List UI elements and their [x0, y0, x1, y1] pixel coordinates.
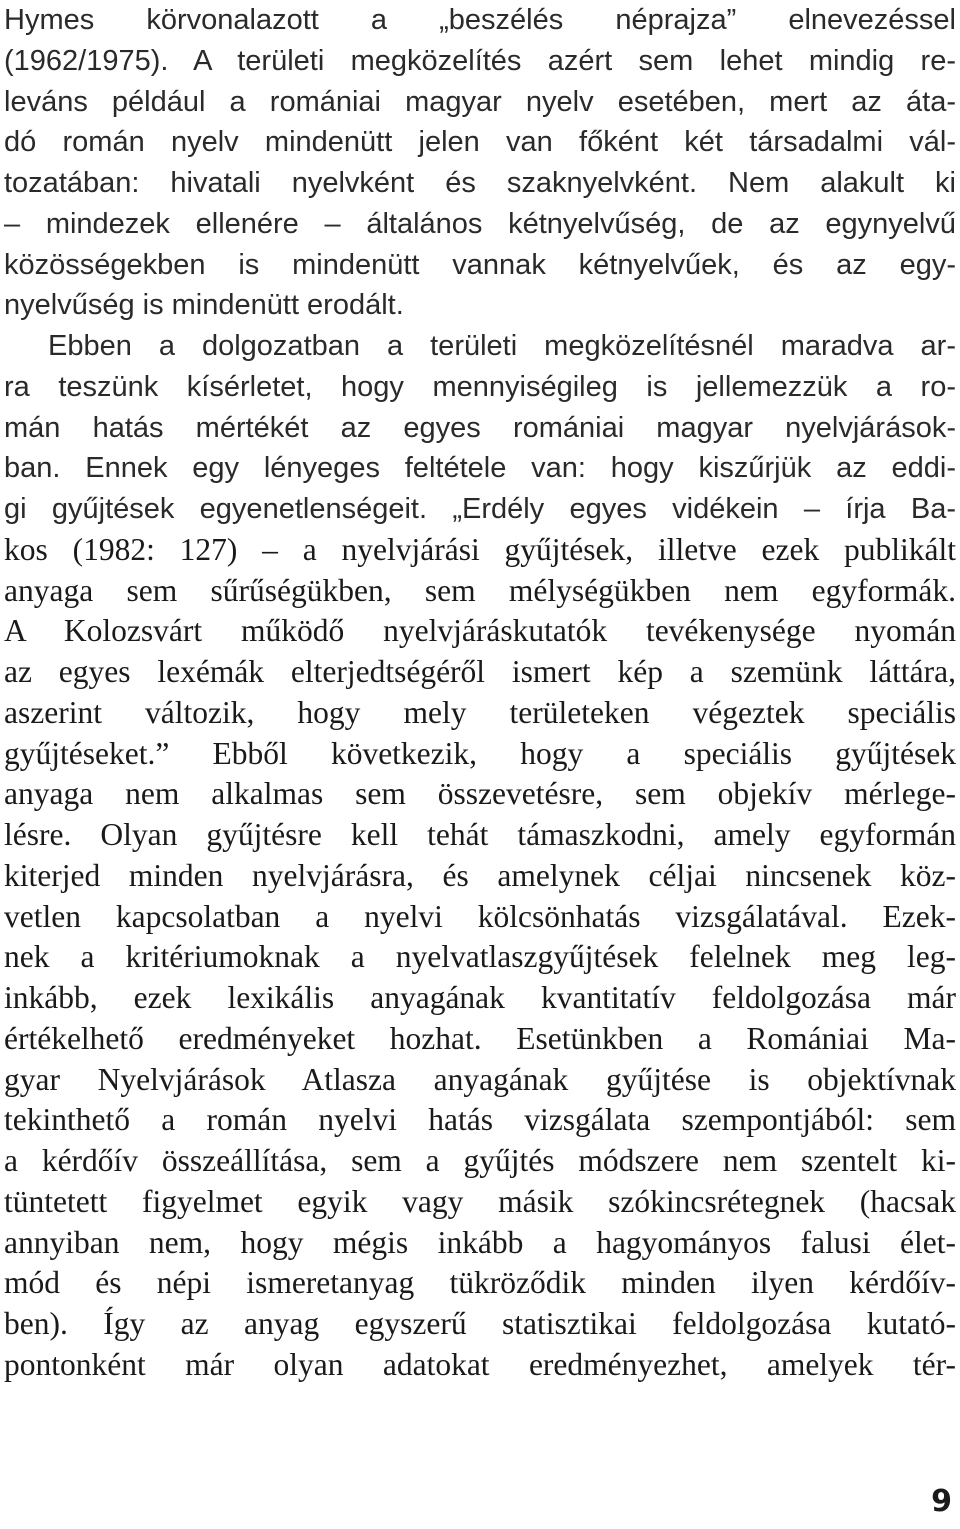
text-line: lésre. Olyan gyűjtésre kell tehát támaszkodni, amely egyformán: [4, 817, 956, 852]
text-line: az egyes lexémák elterjedtségéről ismert kép a szemünk láttára,: [4, 654, 956, 689]
text-line: nyelvűség is mindenütt erodált.: [4, 289, 404, 322]
text-line: tozatában: hivatali nyelvként és szaknyelvként. Nem alakult ki: [4, 167, 956, 199]
text-line: tekinthető a román nyelvi hatás vizsgálata szempontjából: sem: [4, 1102, 956, 1138]
text-line: leváns például a romániai magyar nyelv esetében, mert az áta-: [4, 85, 956, 118]
text-line: – mindezek ellenére – általános kétnyelvűség, de az egynyelvű: [4, 207, 956, 240]
text-line: aszerint változik, hogy mely területeken végeztek speciális: [4, 694, 956, 730]
text-line: mán hatás mértékét az egyes romániai magyar nyelvjárások-: [4, 411, 956, 444]
text-line: kiterjed minden nyelvjárásra, és amelynek céljai nincsenek köz-: [4, 857, 956, 893]
text-line: (1962/1975). A területi megközelítés azért sem lehet mindig re-: [4, 44, 956, 77]
text-line: ben). Így az anyag egyszerű statisztikai feldolgozása kutató-: [4, 1306, 956, 1341]
text-line: gyar Nyelvjárások Atlasza anyagának gyűjtése is objektívnak: [4, 1061, 956, 1097]
paragraph-2: [4, 326, 956, 1386]
text-line: nek a kritériumoknak a nyelvatlaszgyűjtések felelnek meg leg-: [4, 939, 956, 975]
text-line: gi gyűjtések egyenetlenségeit. „Erdély egyes vidékein – írja Ba-: [4, 493, 956, 525]
text-line: mód és népi ismeretanyag tükröződik minden ilyen kérdőív-: [4, 1265, 956, 1301]
text-line: gyűjtéseket.” Ebből következik, hogy a speciális gyűjtések: [4, 735, 956, 771]
text-line: A Kolozsvárt működő nyelvjáráskutatók tevékenysége nyomán: [4, 613, 956, 649]
text-line: anyaga nem alkalmas sem összevetésre, sem objekív mérlege-: [4, 776, 956, 812]
text-line: pontonként már olyan adatokat eredményezhet, amelyek tér-: [4, 1346, 956, 1382]
text-line: Hymes körvonalazott a „beszélés néprajza” elnevezéssel: [4, 4, 956, 36]
text-line: tüntetett figyelmet egyik vagy másik szókincsrétegnek (hacsak: [4, 1183, 956, 1219]
page-body: [4, 0, 956, 1386]
text-line: a kérdőív összeállítása, sem a gyűjtés módszere nem szentelt ki-: [4, 1143, 956, 1178]
text-line: anyaga sem sűrűségükben, sem mélységükben nem egyformák.: [4, 572, 956, 608]
paragraph-1: [4, 0, 956, 326]
text-line: annyiban nem, hogy mégis inkább a hagyományos falusi élet-: [4, 1224, 956, 1260]
page-number: 9: [931, 1484, 952, 1519]
text-line: inkább, ezek lexikális anyagának kvantitatív feldolgozása már: [4, 980, 956, 1015]
text-line: ban. Ennek egy lényeges feltétele van: hogy kiszűrjük az eddi-: [4, 452, 956, 485]
text-line: dó román nyelv mindenütt jelen van főként két társadalmi vál-: [4, 126, 956, 159]
text-line: értékelhető eredményeket hozhat. Esetünkben a Romániai Ma-: [4, 1020, 956, 1056]
text-line: Ebben a dolgozatban a területi megközelítésnél maradva ar-: [48, 330, 956, 362]
text-line: közösségekben is mindenütt vannak kétnyelvűek, és az egy-: [4, 248, 956, 281]
text-line: vetlen kapcsolatban a nyelvi kölcsönhatás vizsgálatával. Ezek-: [4, 898, 956, 934]
text-line: kos (1982: 127) – a nyelvjárási gyűjtések, illetve ezek publikált: [4, 531, 956, 567]
text-line: ra teszünk kísérletet, hogy mennyiségileg is jellemezzük a ro-: [4, 370, 956, 403]
